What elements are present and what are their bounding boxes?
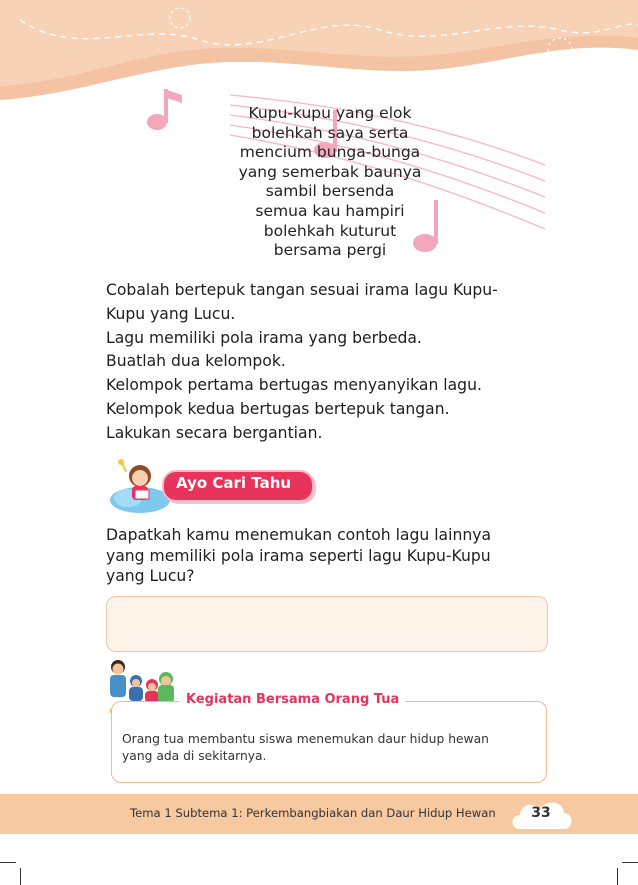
lyric-line: bolehkah kuturut [263,221,397,240]
instruction-line: Lagu memiliki pola irama yang berbeda. [106,328,422,347]
crop-mark [622,862,638,863]
question-line: Dapatkah kamu menemukan contoh lagu lainnya [106,526,492,544]
instruction-line: Kelompok pertama bertugas menyanyikan lagu. [106,376,482,395]
lyric-line: sambil bersenda [265,182,395,201]
instruction-line: Buatlah dua kelompok. [106,352,286,371]
instruction-line: Kelompok kedua bertugas bertepuk tangan. [106,399,450,418]
badge-label: Ayo Cari Tahu [176,474,292,492]
lyric-line: semua kau hampiri [255,201,405,220]
instructions-paragraph [106,279,546,446]
lyric-line: yang semerbak baunya [238,162,422,181]
instruction-line: Lakukan secara bergantian. [106,423,323,442]
lyric-line: bolehkah saya serta [251,123,409,142]
instruction-line: Cobalah bertepuk tangan sesuai irama lagu Kupu- [106,281,498,299]
song-lyrics [150,104,510,261]
parent-activity-text [122,731,542,765]
parent-activity-title: Kegiatan Bersama Orang Tua [180,692,405,707]
lyric-line: Kupu-kupu yang elok [248,104,412,122]
question-line: yang memiliki pola irama seperti lagu Kupu-Kupu [106,546,491,565]
crop-mark [0,862,16,863]
page-number: 33 [531,805,551,821]
parent-activity-line: yang ada di sekitarnya. [122,749,267,763]
lyric-line: bersama pergi [273,241,387,260]
answer-box[interactable] [106,596,548,652]
question-paragraph [106,525,546,587]
crop-mark [617,868,618,885]
crop-mark [20,868,21,885]
question-line: yang Lucu? [106,567,195,585]
section-badge [110,458,320,518]
parent-activity-line: Orang tua membantu siswa menemukan daur hidup hewan [122,732,489,746]
instruction-line: Kupu yang Lucu. [106,304,236,323]
lyric-line: mencium bunga-bunga [239,143,421,162]
footer-chapter-title: Tema 1 Subtema 1: Perkembangbiakan dan Daur Hidup Hewan [130,806,496,820]
